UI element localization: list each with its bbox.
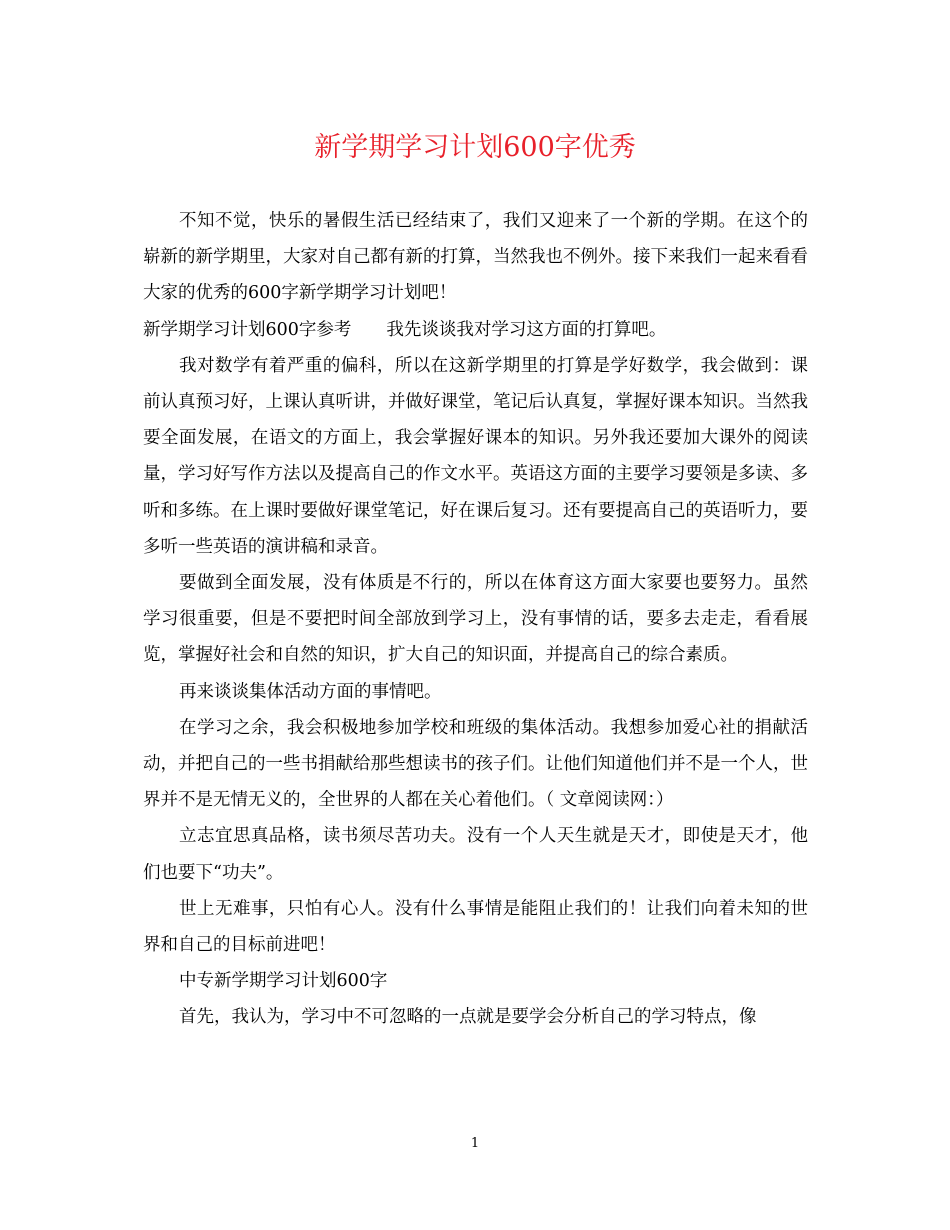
paragraph-intro: 不知不觉，快乐的暑假生活已经结束了，我们又迎来了一个新的学期。在这个的崭新的新学期里，大家对自己都有新的打算，当然我也不例外。接下来我们一起来看看大家的优秀的600字新学期学习计划吧！ <box>143 211 808 304</box>
paragraph-section-heading: 中专新学期学习计划600字 <box>179 971 388 992</box>
page-number: 1 <box>470 1136 480 1151</box>
paragraph-donation: 在学习之余，我会积极地参加学校和班级的集体活动。我想参加爱心社的捐献活动，并把自己的一些书捐献给那些想读书的孩子们。让他们知道他们并不是一个人，世界并不是无情无义的，全世界的人都在关心着他们。（ 文章阅读网：） <box>143 717 808 811</box>
paragraph-section-start: 首先，我认为，学习中不可忽略的一点就是要学会分析自己的学习特点，像 <box>179 1007 757 1028</box>
document-title: 新学期学习计划600字优秀 <box>314 132 636 163</box>
paragraph-subheading: 新学期学习计划600字参考 我先谈谈我对学习这方面的打算吧。 <box>143 319 667 340</box>
paragraph-study-plan: 我对数学有着严重的偏科，所以在这新学期里的打算是学好数学，我会做到：课前认真预习好，上课认真听讲，并做好课堂，笔记后认真复，掌握好课本知识。当然我要全面发展，在语文的方面上，我会掌握好课本的知识。另外我还要加大课外的阅读量，学习好写作方法以及提高自己的作文水平。英语这方面的主要学习要领是多读、多听和多练。在上课时要做好课堂笔记，好在课后复习。还有要提高自己的英语听力，要多听一些英语的演讲稿和录音。 <box>143 355 808 557</box>
paragraph-conclusion: 世上无难事，只怕有心人。没有什么事情是能阻止我们的！让我们向着未知的世界和自己的目标前进吧！ <box>143 898 808 956</box>
paragraph-sports: 要做到全面发展，没有体质是不行的，所以在体育这方面大家要也要努力。虽然学习很重要，但是不要把时间全部放到学习上，没有事情的话，要多去走走，看看展览，掌握好社会和自然的知识，扩大自己的知识面，并提高自己的综合素质。 <box>143 573 808 666</box>
paragraph-collective-activities: 再来谈谈集体活动方面的事情吧。 <box>179 681 442 702</box>
paragraph-motto: 立志宜思真品格，读书须尽苦功夫。没有一个人天生就是天才，即使是天才，他们也要下“功夫”。 <box>143 826 808 883</box>
document-body <box>143 203 808 1036</box>
